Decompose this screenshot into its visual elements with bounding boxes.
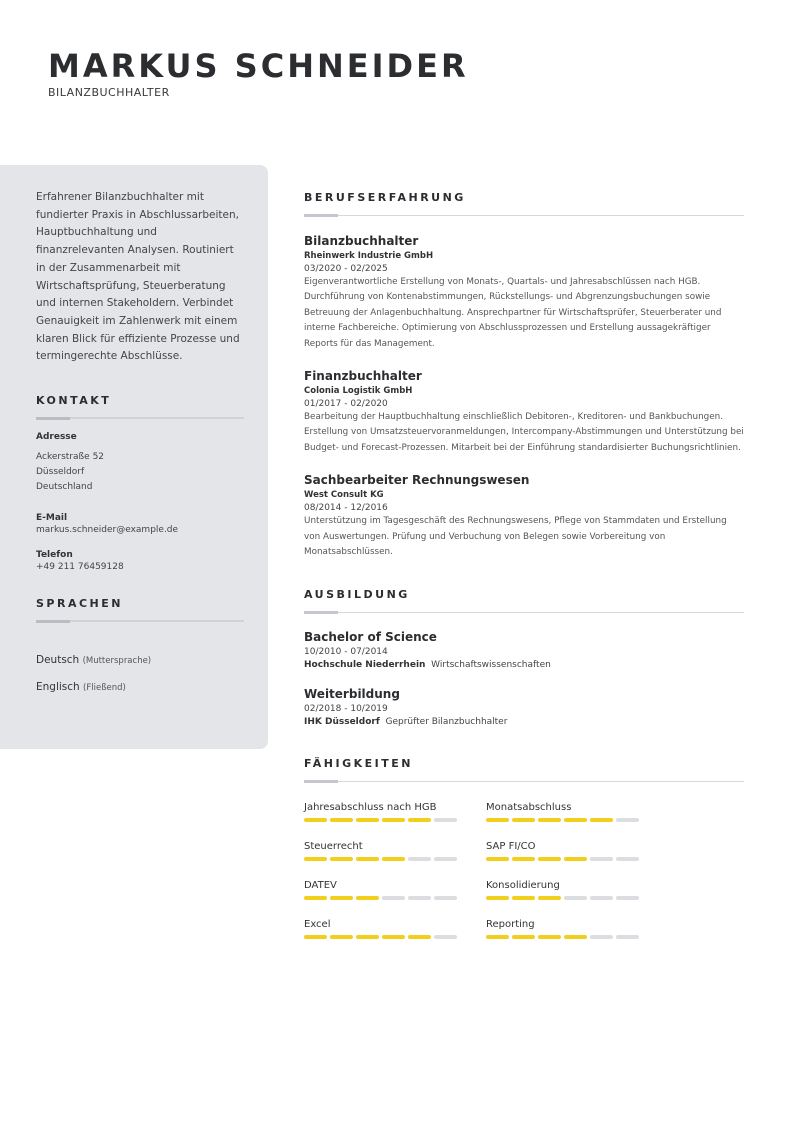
address-street: Ackerstraße 52 (36, 452, 105, 463)
skill-level-segment-filled (304, 857, 327, 861)
languages-divider (36, 620, 244, 622)
education-title: Bachelor of Science (304, 630, 437, 645)
education-divider (304, 612, 744, 613)
job-description: Bearbeitung der Hauptbuchhaltung einschließlich Debitoren-, Kreditoren- und Bankbuchungen. Erstellung von Umsatzsteuervoranmeldungen, Intercompany-Abstimmungen und Unterstützung bei Budget- und Forecast-Prozessen. Mitarbeit bei der Einführung standardisierter Buchungsrichtlinien. (304, 412, 744, 453)
skill-level-segment-empty (434, 896, 457, 900)
skill-level-segment-filled (512, 896, 535, 900)
experience-divider (304, 215, 744, 216)
skill-level-segment-filled (304, 818, 327, 822)
sidebar (0, 165, 268, 749)
skill-level-segment-empty (434, 935, 457, 939)
skill-item (304, 880, 486, 919)
education-institution: IHK Düsseldorf (304, 717, 380, 728)
skill-name: Steuerrecht (304, 841, 363, 853)
education-title: Weiterbildung (304, 687, 400, 702)
skills-heading: FÄHIGKEITEN (304, 757, 413, 771)
education-entry (304, 687, 744, 727)
skill-level-segment-filled (512, 818, 535, 822)
job-title: Bilanzbuchhalter (304, 234, 419, 248)
skill-item (486, 841, 668, 880)
job-title: Finanzbuchhalter (304, 369, 422, 384)
education-institution: Hochschule Niederrhein (304, 660, 426, 671)
skill-level-segment-filled (564, 857, 587, 861)
skill-level-segment-empty (382, 896, 405, 900)
education-dates: 02/2018 - 10/2019 (304, 704, 388, 715)
skill-level-segment-empty (616, 935, 639, 939)
address-city: Düsseldorf (36, 467, 85, 478)
phone-label: Telefon (36, 550, 73, 561)
skill-level-segment-filled (330, 935, 353, 939)
skill-level-bars (486, 857, 668, 861)
skill-level-segment-filled (408, 935, 431, 939)
education-field: Geprüfter Bilanzbuchhalter (385, 717, 508, 728)
skill-level-segment-filled (356, 935, 379, 939)
job-entry (304, 234, 744, 352)
skill-level-segment-empty (590, 857, 613, 861)
address-country: Deutschland (36, 482, 93, 493)
skill-name: Jahresabschluss nach HGB (304, 802, 437, 814)
skill-level-segment-filled (330, 857, 353, 861)
job-dates: 08/2014 - 12/2016 (304, 503, 388, 514)
skill-level-segment-filled (356, 857, 379, 861)
job-description: Unterstützung im Tagesgeschäft des Rechnungswesens, Pflege von Stammdaten und Erstellung von Auswertungen. Prüfung und Verbuchung von Belegen sowie Vorbereitung von Monatsabschlüssen. (304, 516, 727, 558)
skill-item (304, 919, 486, 958)
skill-level-segment-filled (356, 896, 379, 900)
education-dates: 10/2010 - 07/2014 (304, 647, 388, 658)
skill-level-segment-filled (486, 935, 509, 939)
skill-item (304, 802, 486, 841)
skill-level-segment-filled (564, 818, 587, 822)
email-label: E-Mail (36, 513, 68, 524)
education-entry (304, 630, 744, 670)
skill-level-segment-empty (616, 818, 639, 822)
job-description: Eigenverantwortliche Erstellung von Monats-, Quartals- und Jahresabschlüssen nach HGB. Durchführung von Kontenabstimmungen, Rückstellungs- und Abgrenzungsbuchungen sowie Betreuung der Anlagenbuchhaltung. Ansprechpartner für Wirtschaftsprüfer, Steuerberater und interne Fachbereiche. Optimierung von Abschlussprozessen und Erstellung aussagekräftiger Reports für das Management. (304, 277, 722, 349)
education-details (304, 660, 744, 670)
skill-level-segment-filled (538, 935, 561, 939)
candidate-name: MARKUS SCHNEIDER (48, 47, 469, 85)
job-title: Sachbearbeiter Rechnungswesen (304, 473, 530, 488)
skill-item (304, 841, 486, 880)
contact-heading: KONTAKT (36, 394, 112, 408)
skill-level-bars (486, 818, 668, 822)
job-dates: 01/2017 - 02/2020 (304, 399, 388, 410)
language-item (36, 681, 244, 693)
job-entry (304, 369, 744, 456)
skill-name: Excel (304, 919, 331, 931)
skill-level-segment-empty (434, 818, 457, 822)
resume-header (48, 46, 469, 99)
skill-level-segment-filled (512, 857, 535, 861)
job-company: West Consult KG (304, 490, 384, 501)
job-entry (304, 473, 744, 560)
skill-level-segment-empty (434, 857, 457, 861)
skill-level-segment-filled (382, 935, 405, 939)
skill-level-bars (304, 818, 486, 822)
address-label: Adresse (36, 432, 77, 443)
skill-item (486, 802, 668, 841)
skill-level-segment-empty (616, 857, 639, 861)
skill-level-segment-filled (356, 818, 379, 822)
education-field: Wirtschaftswissenschaften (431, 660, 551, 671)
skill-level-segment-filled (382, 818, 405, 822)
language-item (36, 654, 244, 666)
skills-divider (304, 781, 744, 782)
skill-level-segment-empty (408, 896, 431, 900)
skill-level-segment-filled (486, 818, 509, 822)
skill-level-segment-filled (564, 935, 587, 939)
skill-level-segment-filled (382, 857, 405, 861)
skill-item (486, 880, 668, 919)
language-level: (Fließend) (83, 683, 126, 694)
language-name: Englisch (36, 681, 80, 694)
education-heading: AUSBILDUNG (304, 588, 410, 602)
skill-level-segment-empty (590, 896, 613, 900)
skill-item (486, 919, 668, 958)
languages-heading: SPRACHEN (36, 597, 123, 611)
skill-level-segment-filled (486, 896, 509, 900)
skills-grid (304, 802, 744, 958)
skill-name: Reporting (486, 919, 535, 931)
skill-level-segment-filled (330, 818, 353, 822)
skill-name: SAP FI/CO (486, 841, 536, 853)
job-dates: 03/2020 - 02/2025 (304, 264, 388, 274)
job-company: Rheinwerk Industrie GmbH (304, 251, 434, 261)
skill-level-bars (304, 896, 486, 900)
contact-divider (36, 417, 244, 419)
skill-level-segment-filled (538, 857, 561, 861)
skill-name: Konsolidierung (486, 880, 560, 892)
skill-level-segment-filled (512, 935, 535, 939)
language-name: Deutsch (36, 654, 80, 667)
address-block (36, 450, 244, 495)
skill-name: Monatsabschluss (486, 802, 572, 814)
skill-level-segment-filled (304, 935, 327, 939)
skill-level-segment-filled (538, 818, 561, 822)
skill-level-segment-empty (564, 896, 587, 900)
education-details (304, 717, 744, 727)
job-company: Colonia Logistik GmbH (304, 386, 413, 397)
skill-level-segment-filled (330, 896, 353, 900)
skill-level-segment-empty (616, 896, 639, 900)
skill-level-bars (486, 896, 668, 900)
skill-level-segment-filled (408, 818, 431, 822)
skill-name: DATEV (304, 880, 337, 892)
skill-level-segment-filled (590, 818, 613, 822)
phone-value[interactable]: +49 211 76459128 (36, 562, 124, 573)
experience-heading: BERUFSERFAHRUNG (304, 191, 466, 204)
skill-level-segment-filled (486, 857, 509, 861)
language-level: (Muttersprache) (82, 656, 152, 667)
skill-level-segment-filled (304, 896, 327, 900)
skill-level-bars (304, 935, 486, 939)
candidate-title: BILANZBUCHHALTER (48, 86, 170, 99)
skill-level-segment-empty (590, 935, 613, 939)
skill-level-segment-filled (538, 896, 561, 900)
email-value[interactable]: markus.schneider@example.de (36, 525, 179, 536)
main-content (304, 191, 744, 958)
profile-summary: Erfahrener Bilanzbuchhalter mit fundierter Praxis in Abschlussarbeiten, Hauptbuchhaltung und finanzrelevanten Analysen. Routiniert in der Zusammenarbeit mit Wirtschaftsprüfung, Steuerberatung und internen Stakeholdern. Verbindet Genauigkeit im Zahlenwerk mit einem klaren Blick für effiziente Prozesse und termingerechte Abschlüsse. (36, 191, 240, 363)
skill-level-bars (486, 935, 668, 939)
skill-level-bars (304, 857, 486, 861)
skill-level-segment-empty (408, 857, 431, 861)
